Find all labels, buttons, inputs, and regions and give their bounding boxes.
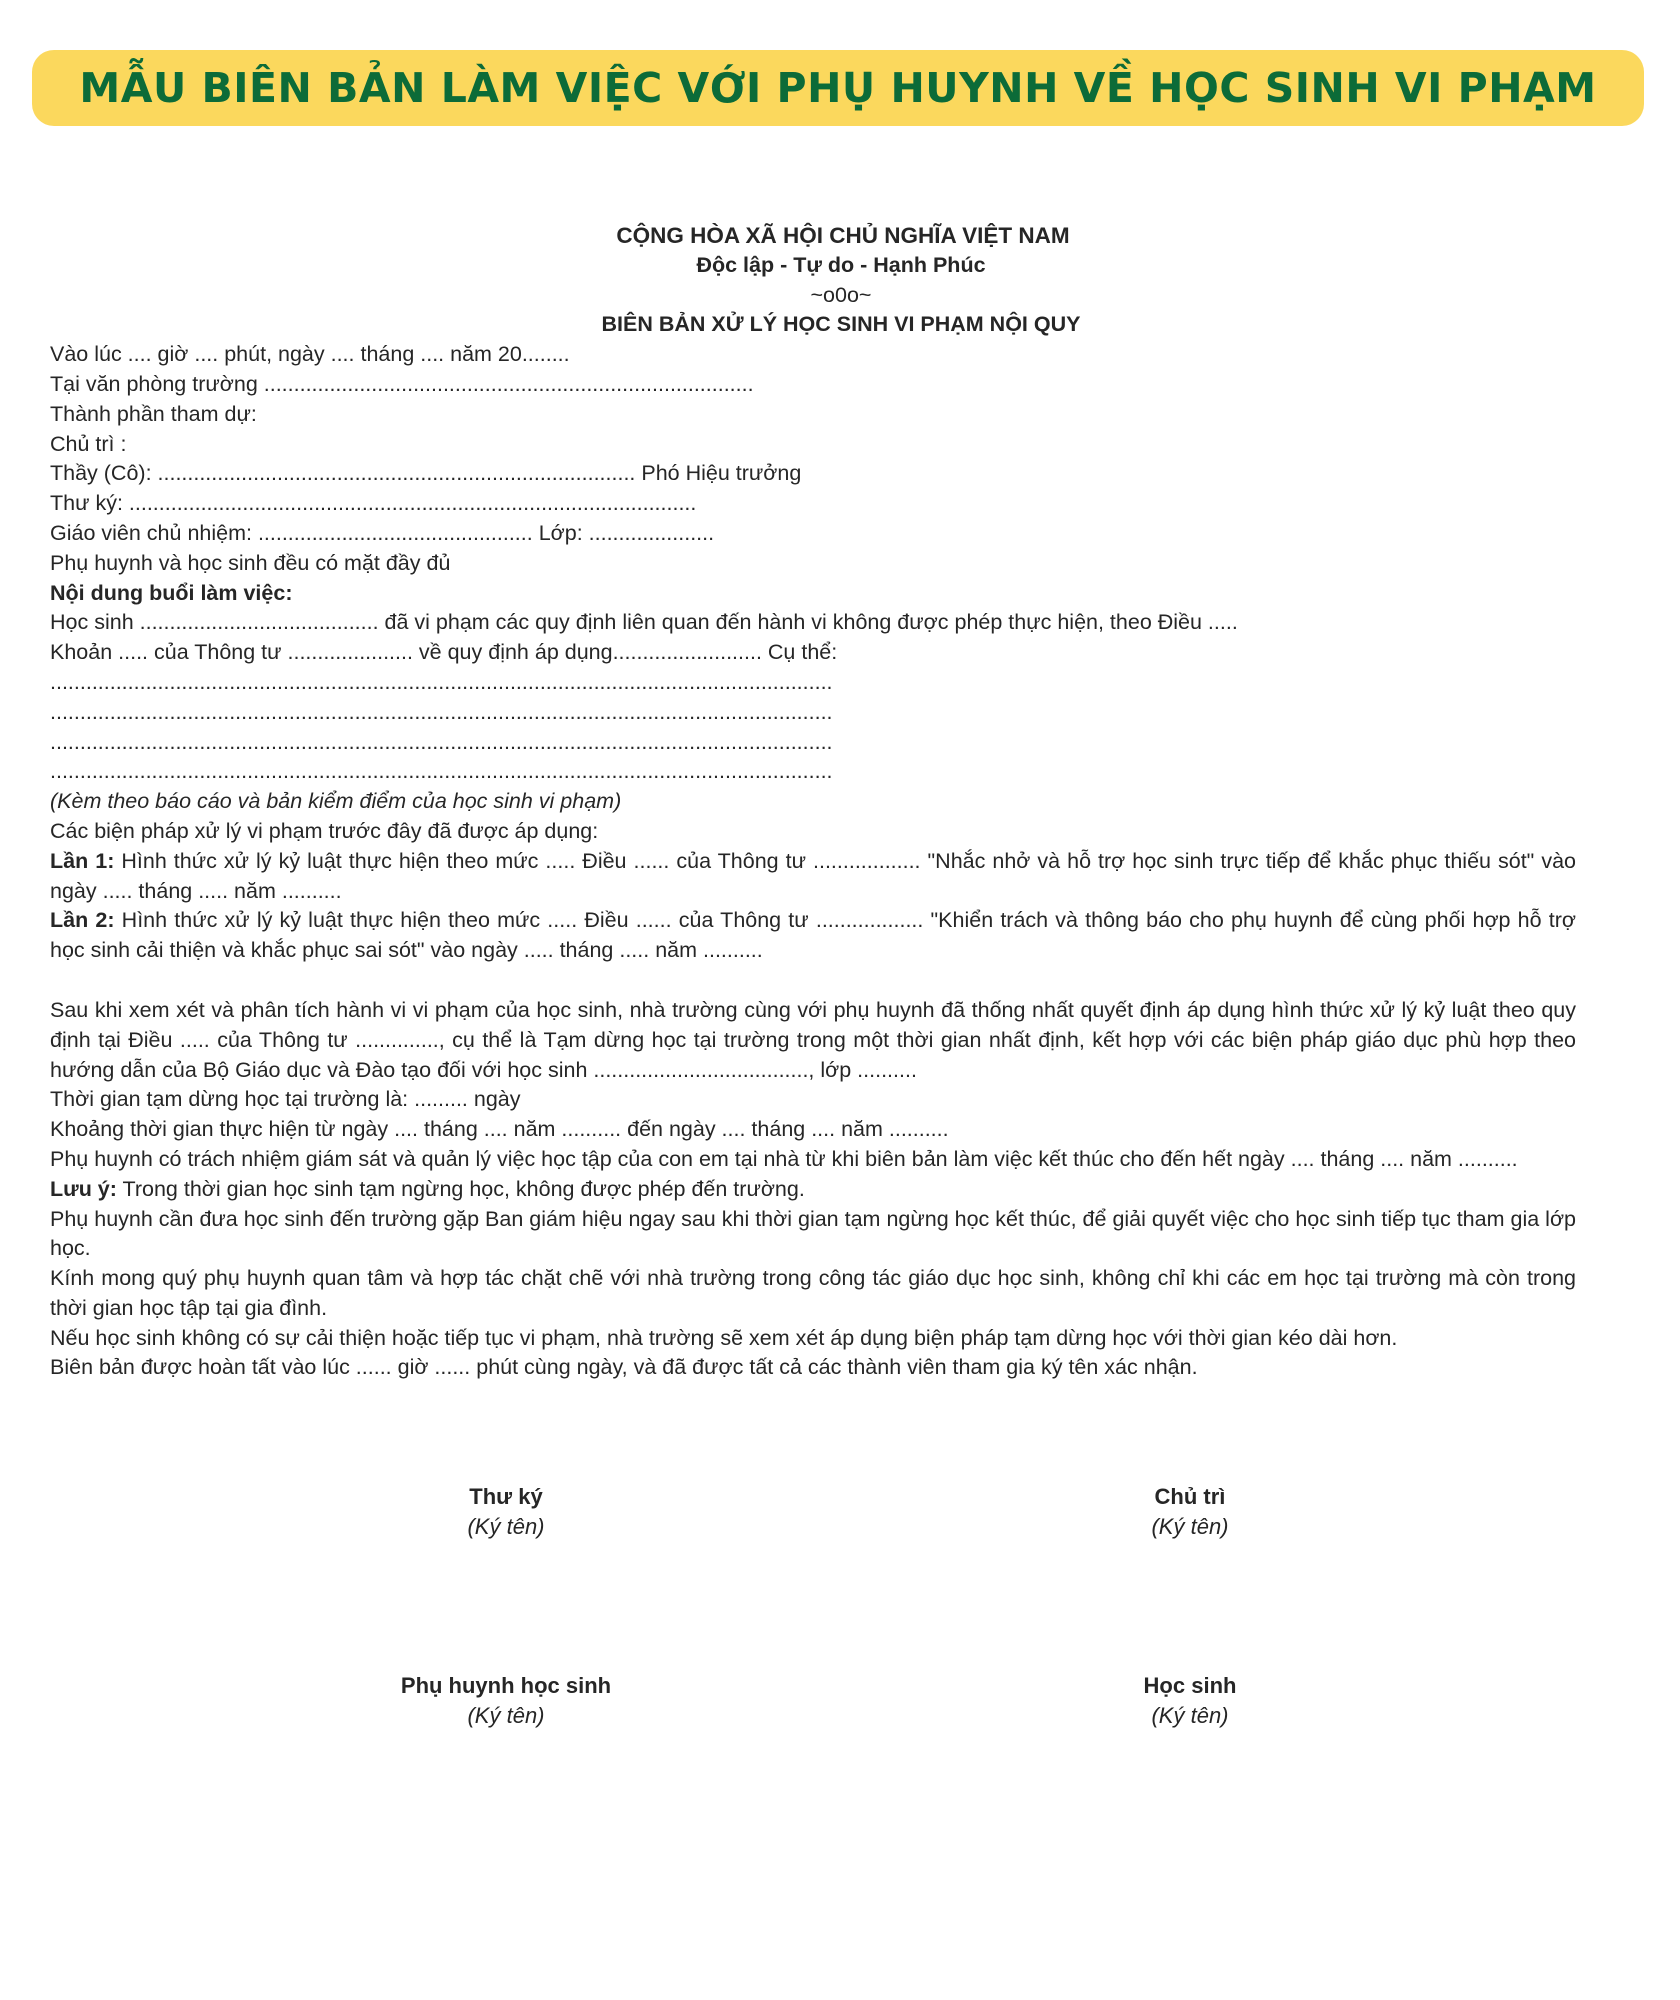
chair-line: Chủ trì : (50, 431, 127, 456)
dotted-line: ................................................................................................................................... (50, 669, 833, 694)
measure-2-text: Hình thức xử lý kỷ luật thực hiện theo mức ..... Điều ...... của Thông tư .................. "Khiển trách và thông báo cho phụ huynh để cùng phối hợp hỗ trợ học sinh cải thiện và khắc phục sai sót" vào ngày ..... tháng ..... năm .......... (50, 908, 1576, 963)
prior-measures-line: Các biện pháp xử lý vi phạm trước đây đã được áp dụng: (50, 818, 599, 843)
secretary-signature (306, 1482, 706, 1542)
homeroom-line: Giáo viên chủ nhiệm: .............................................. Lớp: ..................... (50, 520, 715, 545)
measure-2-label: Lần 2: (50, 908, 115, 933)
chair-signature (990, 1482, 1390, 1542)
note-line (50, 1175, 1576, 1205)
completion-line: Biên bản được hoàn tất vào lúc ...... giờ ...... phút cùng ngày, và đã được tất cả các thành viên tham gia ký tên xác nhận. (50, 1355, 1198, 1380)
ornament: ~o0o~ (810, 282, 872, 307)
student-line-1: Học sinh ........................................ đã vi phạm các quy định liên quan đến hành vi không được phép thực hiện, theo Điều ..... (50, 610, 1238, 635)
motto: Độc lập - Tự do - Hạnh Phúc (696, 252, 986, 277)
dotted-line: ................................................................................................................................... (50, 699, 833, 724)
note-text: Trong thời gian học sinh tạm ngừng học, không được phép đến trường. (116, 1176, 805, 1201)
secretary-line: Thư ký: ............................................................................................... (50, 491, 697, 516)
measure-1-label: Lần 1: (50, 848, 115, 873)
dotted-line: ................................................................................................................................... (50, 759, 833, 784)
return-paragraph: Phụ huynh cần đưa học sinh đến trường gặp Ban giám hiệu ngay sau khi thời gian tạm ngừng học kết thúc, để giải quyết việc cho học sinh tiếp tục tham gia lớp học. (50, 1206, 1576, 1261)
signature-note: (Ký tên) (467, 1514, 545, 1539)
signature-role: Học sinh (1143, 1673, 1237, 1698)
spacer (50, 966, 1576, 996)
signature-role: Thư ký (469, 1484, 543, 1509)
place-line: Tại văn phòng trường .................................................................................. (50, 371, 754, 396)
signature-note: (Ký tên) (1151, 1703, 1229, 1728)
document-body (50, 221, 1576, 1383)
parent-signature (306, 1671, 706, 1731)
cooperation-paragraph: Kính mong quý phụ huynh quan tâm và hợp tác chặt chẽ với nhà trường trong công tác giáo dục học sinh, không chỉ khi các em học tại trường mà còn trong thời gian học tập tại gia đình. (50, 1266, 1576, 1320)
signature-note: (Ký tên) (467, 1703, 545, 1728)
national-title: CỘNG HÒA XÃ HỘI CHỦ NGHĨA VIỆT NAM (616, 223, 1070, 248)
banner-title: MẪU BIÊN BẢN LÀM VIỆC VỚI PHỤ HUYNH VỀ HỌC SINH VI PHẠM (79, 64, 1597, 112)
parent-duty-paragraph: Phụ huynh có trách nhiệm giám sát và quản lý việc học tập của con em tại nhà từ khi biên bản làm việc kết thúc cho đến hết ngày .... tháng .... năm .......... (50, 1146, 1518, 1171)
content-heading: Nội dung buổi làm việc: (50, 580, 293, 605)
measure-1 (50, 847, 1576, 907)
measure-2 (50, 906, 1576, 966)
student-line-2: Khoản ..... của Thông tư ..................... về quy định áp dụng......................... Cụ thể: (50, 640, 838, 665)
attendees-line: Thành phần tham dự: (50, 401, 257, 426)
time-line: Vào lúc .... giờ .... phút, ngày .... tháng .... năm 20........ (50, 342, 570, 367)
suspension-days-line: Thời gian tạm dừng học tại trường là: ......... ngày (50, 1087, 521, 1112)
document-title: BIÊN BẢN XỬ LÝ HỌC SINH VI PHẠM NỘI QUY (601, 312, 1081, 337)
dotted-line: ................................................................................................................................... (50, 729, 833, 754)
student-signature (990, 1671, 1390, 1731)
warning-paragraph: Nếu học sinh không có sự cải thiện hoặc tiếp tục vi phạm, nhà trường sẽ xem xét áp dụng biện pháp tạm dừng học với thời gian kéo dài hơn. (50, 1325, 1398, 1350)
decision-paragraph: Sau khi xem xét và phân tích hành vi vi phạm của học sinh, nhà trường cùng với phụ huynh đã thống nhất quyết định áp dụng hình thức xử lý kỷ luật theo quy định tại Điều ..... của Thông tư .............., cụ thể là Tạm dừng học tại trường trong một thời gian nhất định, kết hợp với các biện pháp giáo dục phù hợp theo hướng dẫn của Bộ Giáo dục và Đào tạo đối với học sinh ...................................., lớp .......... (50, 997, 1576, 1082)
measure-1-text: Hình thức xử lý kỷ luật thực hiện theo mức ..... Điều ...... của Thông tư .................. "Nhắc nhở và hỗ trợ học sinh trực tiếp để khắc phục thiếu sót" vào ngày ..... tháng ..... năm .......... (50, 848, 1576, 903)
signature-role: Phụ huynh học sinh (400, 1673, 612, 1698)
title-banner (32, 50, 1644, 126)
signature-note: (Ký tên) (1151, 1514, 1229, 1539)
present-line: Phụ huynh và học sinh đều có mặt đầy đủ (50, 550, 451, 575)
teacher-line: Thầy (Cô): ................................................................................ Phó Hiệu trưởng (50, 461, 802, 486)
attachment-note: (Kèm theo báo cáo và bản kiểm điểm của học sinh vi phạm) (50, 789, 622, 814)
note-label: Lưu ý: (50, 1176, 117, 1201)
signature-role: Chủ trì (1154, 1484, 1226, 1509)
suspension-period-line: Khoảng thời gian thực hiện từ ngày .... tháng .... năm .......... đến ngày .... tháng .... năm .......... (50, 1117, 949, 1142)
